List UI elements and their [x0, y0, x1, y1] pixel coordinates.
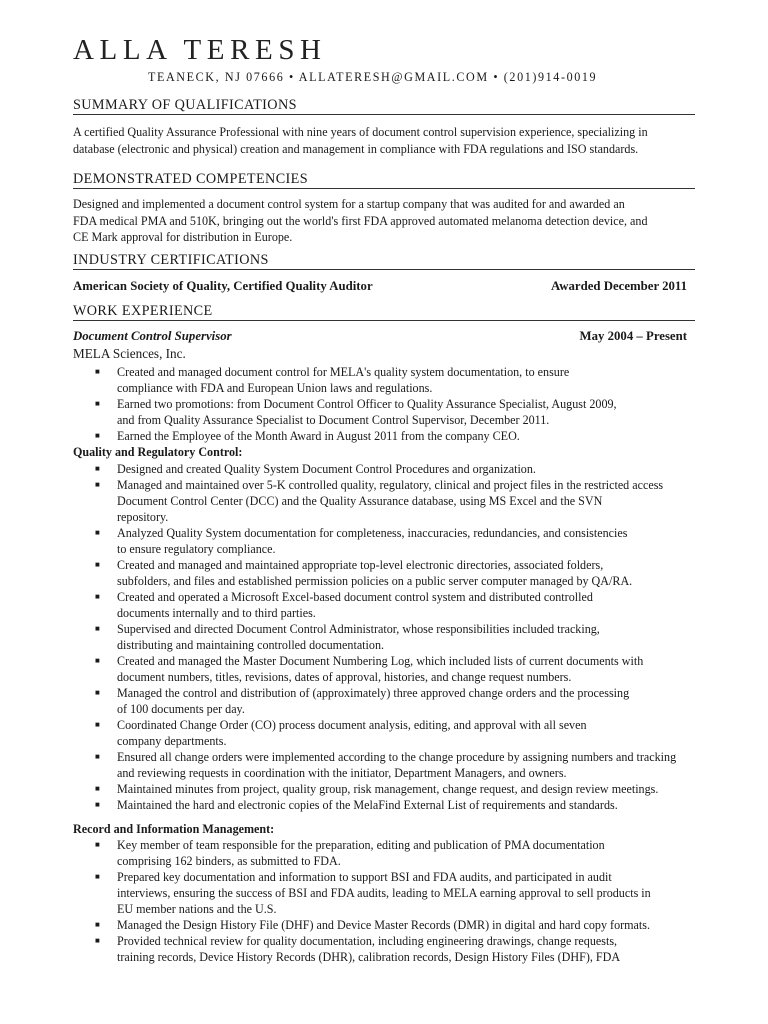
list-item: ■ Created and managed and maintained appropriate top-level electronic directories, associated folders, subfolders, and files and established permission policies on a public server computer managed by QA/RA. [95, 558, 633, 588]
list-item: ■ Prepared key documentation and information to support BSI and FDA audits, and participated in audit interviews, ensuring the success of BSI and FDA audits, leading to MELA earning approval to sell products in EU member nations and the U.S. [95, 870, 651, 916]
job-dates: May 2004 – Present [579, 329, 687, 343]
list-item: ■ Ensured all change orders were implemented according to the change procedure by assigning numbers and tracking and reviewing requests in coordination with the initiator, Department Managers, and owners. [95, 750, 677, 780]
bullet-icon: ■ [95, 592, 100, 601]
summary-heading: SUMMARY OF QUALIFICATIONS [73, 97, 695, 115]
summary-line: database (electronic and physical) creation and management in compliance with FDA regulations and ISO standards. [73, 141, 639, 156]
job-title: Document Control Supervisor [73, 329, 232, 343]
list-item: ■ Maintained the hard and electronic copies of the MelaFind External List of requirements and standards. [95, 798, 618, 812]
list-item: ■ Coordinated Change Order (CO) process document analysis, editing, and approval with all seven company departments. [95, 718, 587, 748]
competencies-line: FDA medical PMA and 510K, bringing out the world's first FDA approved automated melanoma detection device, and [73, 213, 648, 228]
candidate-name: ALLA TERESH [73, 34, 327, 66]
list-item: ■ Maintained minutes from project, quality group, risk management, change request, and design review meetings. [95, 782, 659, 796]
bullet-icon: ■ [95, 872, 100, 881]
list-item: ■ Created and operated a Microsoft Excel-based document control system and distributed controlled documents internally and to third parties. [95, 590, 593, 620]
bullet-icon: ■ [95, 720, 100, 729]
list-item: ■ Supervised and directed Document Control Administrator, whose responsibilities included tracking, distributing and maintaining controlled documentation. [95, 622, 600, 652]
bullet-icon: ■ [95, 800, 100, 809]
bullet-icon: ■ [95, 688, 100, 697]
list-item: ■ Managed the control and distribution of (approximately) three approved change orders and the processing of 100 documents per day. [95, 686, 630, 716]
qrc-bullet-list [73, 461, 743, 813]
bullet-icon: ■ [95, 367, 100, 376]
competencies-line: CE Mark approval for distribution in Europe. [73, 230, 293, 244]
competencies-line: Designed and implemented a document control system for a startup company that was audited for and awarded an [73, 197, 625, 211]
list-item: ■ Key member of team responsible for the preparation, editing and publication of PMA documentation comprising 162 binders, as submitted to FDA. [95, 838, 605, 868]
bullet-icon: ■ [95, 399, 100, 408]
bullet-icon: ■ [95, 431, 100, 440]
rim-bullet-list [73, 837, 743, 965]
certification-name: American Society of Quality, Certified Quality Auditor [73, 279, 373, 293]
list-item: ■ Created and managed document control for MELA's quality system documentation, to ensure compliance with FDA and European Union laws and regulations. [95, 365, 570, 395]
bullet-icon: ■ [95, 656, 100, 665]
bullet-icon: ■ [95, 560, 100, 569]
bullet-icon: ■ [95, 752, 100, 761]
summary-text [73, 124, 723, 157]
list-item: ■ Created and managed the Master Document Numbering Log, which included lists of current documents with document numbers, titles, revisions, dates of approval, histories, and change request numbers. [95, 654, 644, 684]
bullet-icon: ■ [95, 936, 100, 945]
bullet-icon: ■ [95, 480, 100, 489]
company-name: MELA Sciences, Inc. [73, 346, 186, 361]
bullet-icon: ■ [95, 624, 100, 633]
certification-row [73, 279, 687, 294]
summary-line: A certified Quality Assurance Professional with nine years of document control supervision experience, specializing in [73, 125, 648, 139]
job-row [73, 329, 687, 344]
list-item: ■ Designed and created Quality System Document Control Procedures and organization. [95, 462, 536, 476]
list-item: ■ Managed and maintained over 5-K controlled quality, regulatory, clinical and project files in the restricted access Document Control Center (DCC) and the Quality Assurance database, using MS Excel and the SVN repository. [95, 478, 664, 524]
work-heading: WORK EXPERIENCE [73, 303, 695, 321]
intro-bullet-list [73, 364, 743, 444]
list-item: ■ Managed the Design History File (DHF) and Device Master Records (DMR) in digital and hard copy formats. [95, 918, 651, 932]
bullet-icon: ■ [95, 920, 100, 929]
bullet-icon: ■ [95, 784, 100, 793]
list-item: ■ Provided technical review for quality documentation, including engineering drawings, change requests, training records, Device History Records (DHR), calibration records, Design History Files (DHF), FDA [95, 934, 621, 964]
list-item: ■ Earned two promotions: from Document Control Officer to Quality Assurance Specialist, August 2009, and from Quality Assurance Specialist to Document Control Supervisor, December 2011. [95, 397, 617, 427]
list-item: ■ Earned the Employee of the Month Award in August 2011 from the company CEO. [95, 429, 520, 443]
rim-subheading: Record and Information Management: [73, 822, 275, 836]
competencies-heading: DEMONSTRATED COMPETENCIES [73, 171, 695, 189]
certifications-heading: INDUSTRY CERTIFICATIONS [73, 252, 695, 270]
certification-date: Awarded December 2011 [551, 279, 687, 293]
competencies-text [73, 196, 723, 246]
contact-line: TEANECK, NJ 07666 • ALLATERESH@GMAIL.COM • (201)914-0019 [148, 70, 598, 84]
bullet-icon: ■ [95, 528, 100, 537]
qrc-subheading: Quality and Regulatory Control: [73, 445, 243, 459]
bullet-icon: ■ [95, 840, 100, 849]
bullet-icon: ■ [95, 464, 100, 473]
list-item: ■ Analyzed Quality System documentation for completeness, inaccuracies, redundancies, and consistencies to ensure regulatory compliance. [95, 526, 628, 556]
